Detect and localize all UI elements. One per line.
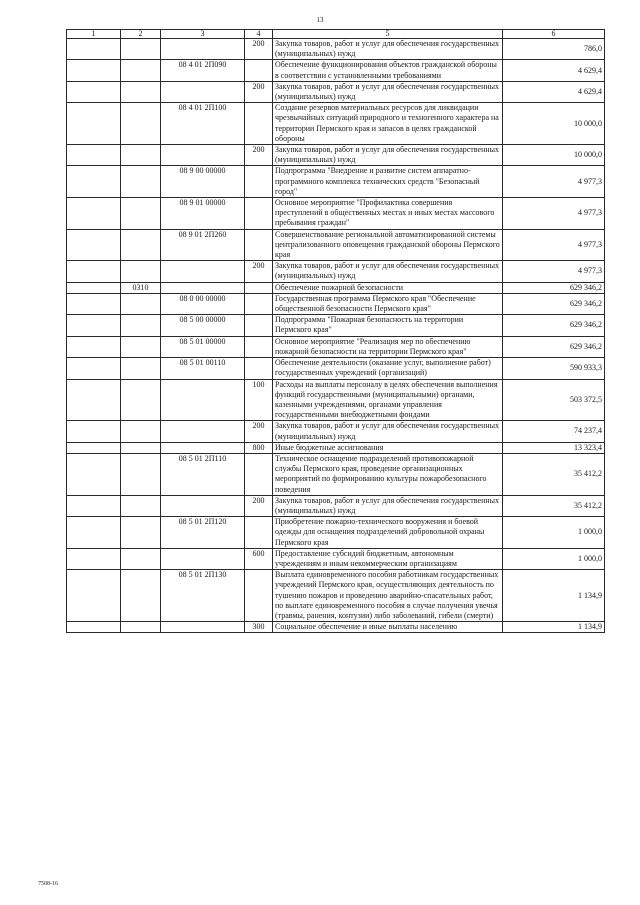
subsection-cell [121, 421, 161, 442]
description-cell: Социальное обеспечение и иные выплаты населению [273, 622, 503, 633]
section-cell [67, 548, 121, 569]
expense-type-cell [245, 453, 273, 495]
expense-type-cell: 200 [245, 39, 273, 60]
subsection-cell [121, 315, 161, 336]
section-cell [67, 103, 121, 145]
description-cell: Совершенствование региональной автоматизированной системы централизованного оповещения гражданской обороны Пермского края [273, 229, 503, 261]
subsection-cell [121, 570, 161, 622]
target-article-cell: 08 5 01 00000 [161, 336, 245, 357]
target-article-cell [161, 145, 245, 166]
table-row [67, 166, 605, 198]
column-header-3: 3 [161, 30, 245, 39]
table-row [67, 379, 605, 421]
target-article-cell [161, 39, 245, 60]
target-article-cell: 08 4 01 2П100 [161, 103, 245, 145]
subsection-cell [121, 517, 161, 549]
section-cell [67, 358, 121, 379]
section-cell [67, 495, 121, 516]
section-cell [67, 421, 121, 442]
table-row [67, 421, 605, 442]
section-cell [67, 60, 121, 81]
expense-type-cell: 100 [245, 379, 273, 421]
subsection-cell [121, 81, 161, 102]
subsection-cell [121, 60, 161, 81]
expense-type-cell: 200 [245, 261, 273, 282]
column-header-2: 2 [121, 30, 161, 39]
target-article-cell [161, 442, 245, 453]
table-row [67, 261, 605, 282]
expense-type-cell [245, 336, 273, 357]
subsection-cell [121, 39, 161, 60]
description-cell: Закупка товаров, работ и услуг для обеспечения государственных (муниципальных) нужд [273, 81, 503, 102]
amount-cell: 10 000,0 [503, 103, 605, 145]
amount-cell: 629 346,2 [503, 336, 605, 357]
expense-type-cell [245, 293, 273, 314]
table-row [67, 442, 605, 453]
description-cell: Предоставление субсидий бюджетным, автономным учреждениям и иным некоммерческим организациям [273, 548, 503, 569]
table-row [67, 60, 605, 81]
table-row [67, 315, 605, 336]
target-article-cell: 08 5 01 00110 [161, 358, 245, 379]
subsection-cell [121, 229, 161, 261]
expense-type-cell: 800 [245, 442, 273, 453]
section-cell [67, 622, 121, 633]
amount-cell: 1 000,0 [503, 548, 605, 569]
section-cell [67, 282, 121, 293]
description-cell: Иные бюджетные ассигнования [273, 442, 503, 453]
expense-type-cell: 200 [245, 145, 273, 166]
amount-cell: 629 346,2 [503, 293, 605, 314]
amount-cell: 4 977,3 [503, 166, 605, 198]
subsection-cell [121, 145, 161, 166]
description-cell: Техническое оснащение подразделений противопожарной службы Пермского края, проведение организационных мероприятий по формированию культуры пожаробезопасного поведения [273, 453, 503, 495]
expense-type-cell [245, 198, 273, 230]
table-row [67, 358, 605, 379]
section-cell [67, 517, 121, 549]
table-row [67, 229, 605, 261]
section-cell [67, 379, 121, 421]
expense-type-cell [245, 282, 273, 293]
expense-type-cell [245, 315, 273, 336]
subsection-cell [121, 453, 161, 495]
subsection-cell [121, 548, 161, 569]
table-row [67, 548, 605, 569]
target-article-cell [161, 421, 245, 442]
target-article-cell [161, 548, 245, 569]
column-number-row [67, 30, 605, 39]
table-body [67, 39, 605, 633]
description-cell: Основное мероприятие "Профилактика совершения преступлений в общественных местах и иных местах массового пребывания граждан" [273, 198, 503, 230]
amount-cell: 503 372,5 [503, 379, 605, 421]
amount-cell: 629 346,2 [503, 282, 605, 293]
target-article-cell: 08 9 01 00000 [161, 198, 245, 230]
target-article-cell: 08 5 01 2П110 [161, 453, 245, 495]
table-row [67, 81, 605, 102]
table-row [67, 517, 605, 549]
section-cell [67, 442, 121, 453]
subsection-cell [121, 166, 161, 198]
expense-type-cell [245, 358, 273, 379]
section-cell [67, 229, 121, 261]
footer-code: 7508-16 [38, 881, 58, 887]
description-cell: Закупка товаров, работ и услуг для обеспечения государственных (муниципальных) нужд [273, 145, 503, 166]
table-row [67, 39, 605, 60]
amount-cell: 35 412,2 [503, 495, 605, 516]
column-header-4: 4 [245, 30, 273, 39]
expense-type-cell: 200 [245, 81, 273, 102]
section-cell [67, 315, 121, 336]
description-cell: Создание резервов материальных ресурсов для ликвидации чрезвычайных ситуаций природного и техногенного характера на территории Пермского края и запасов в целях гражданской обороны [273, 103, 503, 145]
expense-type-cell [245, 103, 273, 145]
section-cell [67, 198, 121, 230]
description-cell: Подпрограмма "Внедрение и развитие систем аппаратно-программного комплекса технических средств "Безопасный город" [273, 166, 503, 198]
expense-type-cell: 200 [245, 495, 273, 516]
target-article-cell [161, 495, 245, 516]
target-article-cell [161, 81, 245, 102]
description-cell: Обеспечение деятельности (оказание услуг, выполнение работ) государственных учреждений (организаций) [273, 358, 503, 379]
description-cell: Обеспечение функционирования объектов гражданской обороны в соответствии с установленными требованиями [273, 60, 503, 81]
description-cell: Обеспечение пожарной безопасности [273, 282, 503, 293]
description-cell: Подпрограмма "Пожарная безопасность на территории Пермского края" [273, 315, 503, 336]
section-cell [67, 39, 121, 60]
target-article-cell: 08 5 00 00000 [161, 315, 245, 336]
description-cell: Приобретение пожарно-технического вооружения и боевой одежды для оснащения подразделений добровольной охраны Пермского края [273, 517, 503, 549]
amount-cell: 4 977,3 [503, 198, 605, 230]
expense-type-cell: 600 [245, 548, 273, 569]
target-article-cell: 08 5 01 2П130 [161, 570, 245, 622]
target-article-cell [161, 261, 245, 282]
amount-cell: 74 237,4 [503, 421, 605, 442]
expense-type-cell: 200 [245, 421, 273, 442]
target-article-cell: 08 9 01 2П260 [161, 229, 245, 261]
subsection-cell: 0310 [121, 282, 161, 293]
description-cell: Основное мероприятие "Реализация мер по обеспечению пожарной безопасности на территории Пермского края" [273, 336, 503, 357]
amount-cell: 13 323,4 [503, 442, 605, 453]
page-number: 13 [316, 16, 324, 24]
subsection-cell [121, 103, 161, 145]
amount-cell: 4 977,3 [503, 229, 605, 261]
subsection-cell [121, 358, 161, 379]
expense-type-cell [245, 517, 273, 549]
subsection-cell [121, 198, 161, 230]
table-row [67, 570, 605, 622]
table-row [67, 282, 605, 293]
description-cell: Закупка товаров, работ и услуг для обеспечения государственных (муниципальных) нужд [273, 261, 503, 282]
table-row [67, 336, 605, 357]
column-header-6: 6 [503, 30, 605, 39]
budget-table [66, 29, 605, 633]
amount-cell: 1 134,9 [503, 570, 605, 622]
expense-type-cell: 300 [245, 622, 273, 633]
target-article-cell: 08 5 01 2П120 [161, 517, 245, 549]
amount-cell: 590 933,3 [503, 358, 605, 379]
section-cell [67, 81, 121, 102]
table-row [67, 495, 605, 516]
expense-type-cell [245, 60, 273, 81]
amount-cell: 1 134,9 [503, 622, 605, 633]
expense-type-cell [245, 229, 273, 261]
section-cell [67, 453, 121, 495]
description-cell: Государственная программа Пермского края "Обеспечение общественной безопасности Пермского края" [273, 293, 503, 314]
table-row [67, 103, 605, 145]
section-cell [67, 336, 121, 357]
description-cell: Выплата единовременного пособия работникам государственных учреждений Пермского края, осуществляющих деятельность по тушению пожаров и проведению аварийно-спасательных работ, по выплате единовременного пособия в случае получения увечья (травмы, ранения, контузии) либо заболеваний, гибели (смерти) [273, 570, 503, 622]
amount-cell: 629 346,2 [503, 315, 605, 336]
table-row [67, 145, 605, 166]
subsection-cell [121, 622, 161, 633]
table-row [67, 293, 605, 314]
table-row [67, 198, 605, 230]
target-article-cell [161, 282, 245, 293]
section-cell [67, 293, 121, 314]
subsection-cell [121, 379, 161, 421]
table-row [67, 453, 605, 495]
section-cell [67, 570, 121, 622]
amount-cell: 1 000,0 [503, 517, 605, 549]
amount-cell: 35 412,2 [503, 453, 605, 495]
target-article-cell [161, 622, 245, 633]
amount-cell: 4 629,4 [503, 60, 605, 81]
target-article-cell [161, 379, 245, 421]
amount-cell: 786,0 [503, 39, 605, 60]
expense-type-cell [245, 166, 273, 198]
section-cell [67, 261, 121, 282]
section-cell [67, 166, 121, 198]
expense-type-cell [245, 570, 273, 622]
subsection-cell [121, 293, 161, 314]
column-header-1: 1 [67, 30, 121, 39]
subsection-cell [121, 442, 161, 453]
table-row [67, 622, 605, 633]
amount-cell: 10 000,0 [503, 145, 605, 166]
subsection-cell [121, 261, 161, 282]
description-cell: Расходы на выплаты персоналу в целях обеспечения выполнения функций государственными (муниципальными) органами, казенными учреждениями, органами управления государственными внебюджетными фондами [273, 379, 503, 421]
target-article-cell: 08 4 01 2П090 [161, 60, 245, 81]
subsection-cell [121, 336, 161, 357]
description-cell: Закупка товаров, работ и услуг для обеспечения государственных (муниципальных) нужд [273, 495, 503, 516]
subsection-cell [121, 495, 161, 516]
section-cell [67, 145, 121, 166]
amount-cell: 4 629,4 [503, 81, 605, 102]
target-article-cell: 08 9 00 00000 [161, 166, 245, 198]
column-header-5: 5 [273, 30, 503, 39]
target-article-cell: 08 0 00 00000 [161, 293, 245, 314]
description-cell: Закупка товаров, работ и услуг для обеспечения государственных (муниципальных) нужд [273, 39, 503, 60]
amount-cell: 4 977,3 [503, 261, 605, 282]
description-cell: Закупка товаров, работ и услуг для обеспечения государственных (муниципальных) нужд [273, 421, 503, 442]
